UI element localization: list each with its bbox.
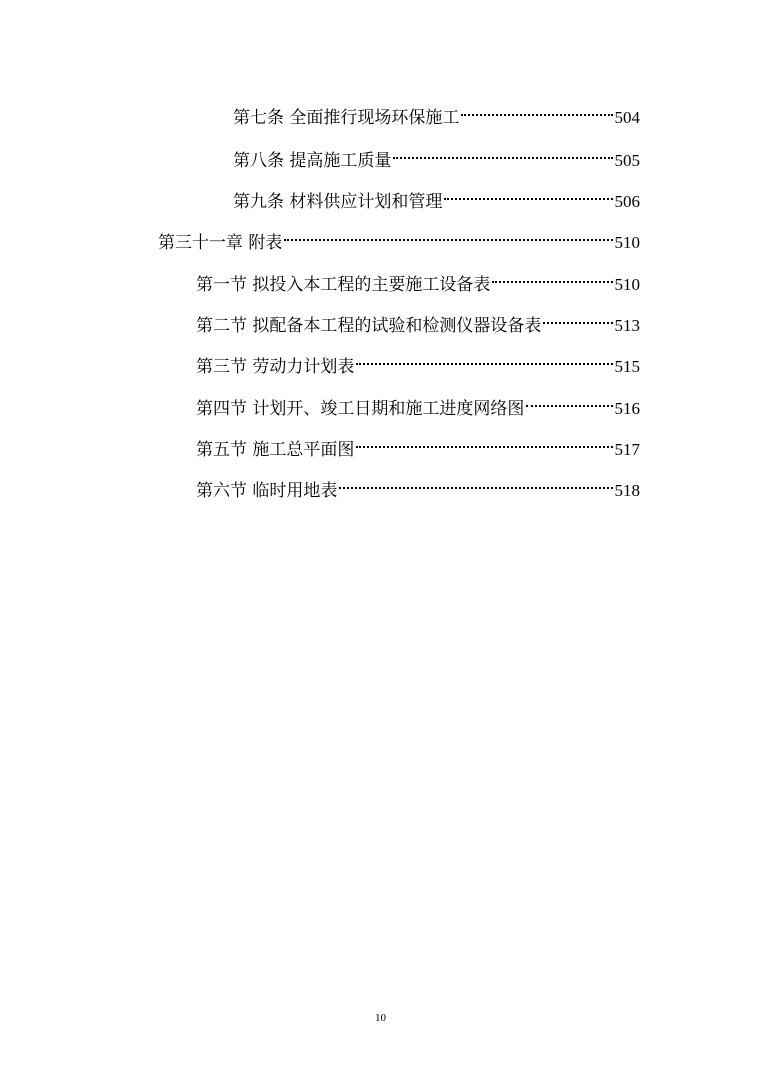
toc-entry-page: 506	[614, 192, 640, 211]
dot-leader	[356, 346, 612, 372]
toc-entry-section-2[interactable]	[196, 305, 640, 336]
toc-entry-title: 第四节 计划开、竣工日期和施工进度网络图	[196, 399, 525, 419]
toc-entry-page: 518	[614, 481, 640, 500]
toc-entry-article-7[interactable]	[233, 97, 640, 128]
toc-entry-page: 504	[614, 108, 640, 127]
toc-entry-section-3[interactable]	[196, 346, 640, 377]
dot-leader	[543, 305, 612, 331]
dot-leader	[339, 470, 612, 496]
toc-entry-title: 第三节 劳动力计划表	[196, 357, 355, 377]
toc-entry-section-5[interactable]	[196, 429, 640, 460]
toc-entry-page: 510	[614, 233, 640, 252]
toc-entry-title: 第八条 提高施工质量	[233, 151, 392, 171]
toc-entry-article-9[interactable]	[233, 181, 640, 212]
dot-leader	[444, 181, 612, 207]
toc-entry-title: 第九条 材料供应计划和管理	[233, 192, 443, 212]
dot-leader	[526, 388, 612, 414]
toc-entry-title: 第三十一章 附表	[158, 233, 283, 253]
toc-entry-title: 第七条 全面推行现场环保施工	[233, 108, 460, 128]
toc-entry-title: 第一节 拟投入本工程的主要施工设备表	[196, 275, 491, 295]
toc-entry-page: 515	[614, 357, 640, 376]
toc-entry-page: 517	[614, 440, 640, 459]
toc-entry-page: 513	[614, 316, 640, 335]
dot-leader	[461, 97, 612, 123]
dot-leader	[284, 222, 612, 248]
dot-leader	[393, 140, 612, 166]
toc-entry-page: 505	[614, 151, 640, 170]
toc-entry-page: 510	[614, 275, 640, 294]
toc-entry-section-4[interactable]	[196, 388, 640, 419]
toc-entry-chapter-31[interactable]	[158, 222, 640, 253]
page-number: 10	[375, 1012, 386, 1024]
toc-entry-title: 第二节 拟配备本工程的试验和检测仪器设备表	[196, 316, 542, 336]
dot-leader	[492, 264, 612, 290]
toc-entry-section-6[interactable]	[196, 470, 640, 501]
dot-leader	[356, 429, 612, 455]
toc-entry-title: 第六节 临时用地表	[196, 481, 338, 501]
toc-entry-article-8[interactable]	[233, 140, 640, 171]
toc-entry-page: 516	[614, 399, 640, 418]
toc-entry-section-1[interactable]	[196, 264, 640, 295]
toc-entry-title: 第五节 施工总平面图	[196, 440, 355, 460]
